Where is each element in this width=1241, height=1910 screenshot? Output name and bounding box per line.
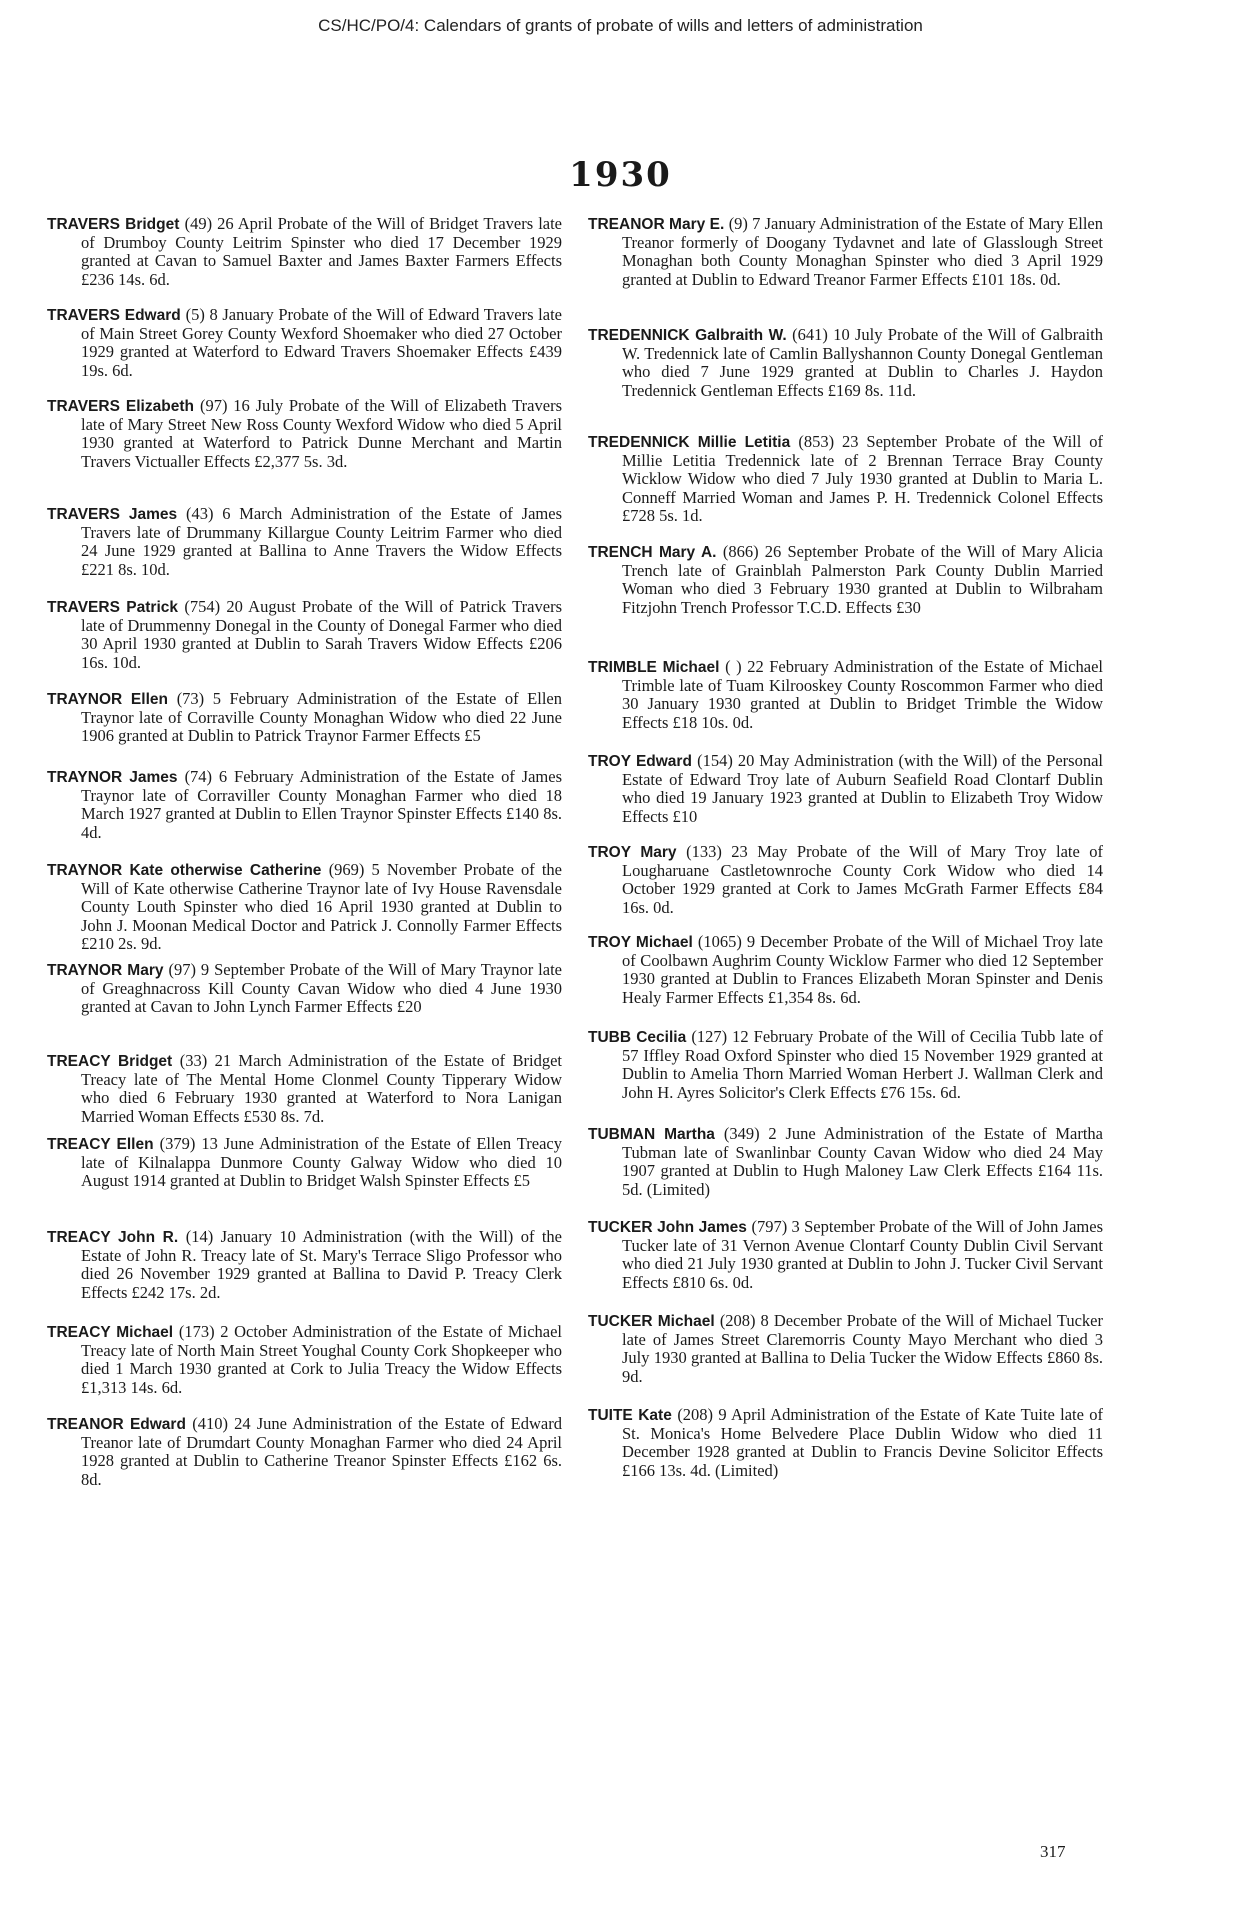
page-number: 317 <box>1040 1842 1066 1861</box>
entry-text: (133) 23 May Probate of the Will of Mary Troy late of Lougharuane Castletownroche County Cork Widow who died 14 October 1929 granted at Cork to James McGrath Farmer Effects £84 16s. 0d. <box>622 842 1103 917</box>
entry-name: TRENCH Mary A. <box>588 544 723 561</box>
entry-name: TROY Mary <box>588 844 687 861</box>
calendar-entry <box>588 326 1103 400</box>
entry-text: (969) 5 November Probate of the Will of Kate otherwise Catherine Traynor late of Ivy House Ravensdale County Louth Spinster who died 16 April 1930 granted at Dublin to John J. Moonan Medical Doctor and Patrick J. Connolly Farmer Effects £210 2s. 9d. <box>81 860 562 953</box>
entry-text: (43) 6 March Administration of the Estate of James Travers late of Drummany Killargue County Leitrim Farmer who died 24 June 1929 granted at Ballina to Anne Travers the Widow Effects £221 8s. 10d. <box>81 504 562 579</box>
entry-text: (97) 16 July Probate of the Will of Elizabeth Travers late of Mary Street New Ross County Wexford Widow who died 5 April 1930 granted at Waterford to Patrick Dunne Merchant and Martin Travers Victualler Effects £2,377 5s. 3d. <box>81 396 562 471</box>
entry-name: TRAVERS Edward <box>47 307 186 324</box>
entry-name: TREDENNICK Galbraith W. <box>588 327 793 344</box>
entry-name: TRAVERS Patrick <box>47 599 185 616</box>
calendar-entry <box>47 1228 562 1302</box>
entry-text: (208) 9 April Administration of the Estate of Kate Tuite late of St. Monica's Home Belvedere Place Dublin Widow who died 11 December 1928 granted at Dublin to Francis Devine Solicitor Effects £166 13s. 4d. (Limited) <box>622 1405 1103 1480</box>
calendar-entry <box>47 215 562 289</box>
entry-text: (14) January 10 Administration (with the Will) of the Estate of John R. Treacy late of St. Mary's Terrace Sligo Professor who died 26 November 1929 granted at Ballina to David P. Treacy Clerk Effects £242 17s. 2d. <box>81 1227 563 1302</box>
entry-text: (33) 21 March Administration of the Estate of Bridget Treacy late of The Mental Home Clonmel County Tipperary Widow who died 6 February 1930 granted at Waterford to Nora Lanigan Married Woman Effects £530 8s. 7d. <box>81 1051 562 1126</box>
calendar-entry <box>588 1312 1103 1386</box>
entry-name: TRAYNOR James <box>47 769 185 786</box>
calendar-entry <box>588 215 1103 289</box>
entry-name: TRAVERS James <box>47 506 187 523</box>
entry-text: (797) 3 September Probate of the Will of John James Tucker late of 31 Vernon Avenue Clontarf County Dublin Civil Servant who died 21 July 1930 granted at Dublin to John J. Tucker Civil Servant Effects £810 6s. 0d. <box>622 1217 1103 1292</box>
entry-name: TREACY Michael <box>47 1324 179 1341</box>
calendar-entry <box>47 690 562 746</box>
calendar-entry <box>47 1052 562 1126</box>
calendar-entry <box>588 843 1103 917</box>
calendar-entry <box>588 543 1103 617</box>
entry-text: (5) 8 January Probate of the Will of Edward Travers late of Main Street Gorey County Wexford Shoemaker who died 27 October 1929 granted at Waterford to Edward Travers Shoemaker Effects £439 19s. 6d. <box>81 305 562 380</box>
entry-text: (49) 26 April Probate of the Will of Bridget Travers late of Drumboy County Leitrim Spinster who died 17 December 1929 granted at Cavan to Samuel Baxter and James Baxter Farmers Effects £236 14s. 6d. <box>81 214 563 289</box>
entry-text: (173) 2 October Administration of the Estate of Michael Treacy late of North Main Street Youghal County Cork Shopkeeper who died 1 March 1930 granted at Cork to Julia Treacy the Widow Effects £1,313 14s. 6d. <box>81 1322 562 1397</box>
year-heading: 1930 <box>569 155 672 195</box>
calendar-entry <box>47 1323 562 1397</box>
entry-name: TUCKER John James <box>588 1219 752 1236</box>
calendar-entry <box>588 1218 1103 1292</box>
calendar-entry <box>588 1125 1103 1199</box>
document-header: CS/HC/PO/4: Calendars of grants of probate of wills and letters of administration <box>318 16 923 35</box>
entry-name: TREANOR Mary E. <box>588 216 729 233</box>
entry-name: TUCKER Michael <box>588 1313 720 1330</box>
entry-text: (208) 8 December Probate of the Will of Michael Tucker late of James Street Claremorris County Mayo Merchant who died 3 July 1930 granted at Ballina to Delia Tucker the Widow Effects £860 8s. 9d. <box>622 1311 1103 1386</box>
calendar-entry <box>47 961 562 1017</box>
calendar-entry <box>588 933 1103 1007</box>
entry-name: TROY Edward <box>588 753 698 770</box>
entry-text: (74) 6 February Administration of the Estate of James Traynor late of Corraviller County Monaghan Farmer who died 18 March 1927 granted at Dublin to Ellen Traynor Spinster Effects £140 8s. 4d. <box>81 767 563 842</box>
calendar-entry <box>588 752 1103 826</box>
entry-name: TROY Michael <box>588 934 698 951</box>
entry-text: (866) 26 September Probate of the Will of Mary Alicia Trench late of Grainblah Palmerston Park County Dublin Married Woman who died 3 February 1930 granted at Dublin to Wilbraham Fitzjohn Trench Professor T.C.D. Effects £30 <box>622 542 1103 617</box>
calendar-entry <box>588 658 1103 732</box>
entry-text: (154) 20 May Administration (with the Will) of the Personal Estate of Edward Troy late of Auburn Seafield Road Clontarf Dublin who died 19 January 1923 granted at Dublin to Elizabeth Troy Widow Effects £10 <box>622 751 1103 826</box>
entry-name: TUBMAN Martha <box>588 1126 724 1143</box>
entry-name: TRIMBLE Michael <box>588 659 726 676</box>
entry-text: (349) 2 June Administration of the Estate of Martha Tubman late of Swanlinbar County Cavan Widow who died 24 May 1907 granted at Dublin to Hugh Maloney Law Clerk Effects £164 11s. 5d. (Limited) <box>622 1124 1103 1199</box>
entry-name: TREACY John R. <box>47 1229 186 1246</box>
calendar-entry <box>47 397 562 471</box>
calendar-entry <box>47 768 562 842</box>
entry-text: (641) 10 July Probate of the Will of Galbraith W. Tredennick late of Camlin Ballyshannon County Donegal Gentleman who died 7 June 1929 granted at Dublin to Charles J. Haydon Tredennick Gentleman Effects £169 8s. 11d. <box>622 325 1103 400</box>
entry-text: (1065) 9 December Probate of the Will of Michael Troy late of Coolbawn Aughrim County Wicklow Farmer who died 12 September 1930 granted at Dublin to Frances Elizabeth Moran Spinster and Denis Healy Farmer Effects £1,354 8s. 6d. <box>622 932 1104 1007</box>
entry-text: ( ) 22 February Administration of the Estate of Michael Trimble late of Tuam Kilrooskey County Roscommon Farmer who died 30 January 1930 granted at Dublin to Bridget Trimble the Widow Effects £18 10s. 0d. <box>622 657 1103 732</box>
entry-name: TUITE Kate <box>588 1407 678 1424</box>
calendar-entry <box>47 1135 562 1191</box>
entry-text: (410) 24 June Administration of the Estate of Edward Treanor late of Drumdart County Monaghan Farmer who died 24 April 1928 granted at Dublin to Catherine Treanor Spinster Effects £162 6s. 8d. <box>81 1414 562 1489</box>
calendar-entry <box>588 1406 1103 1480</box>
entry-name: TUBB Cecilia <box>588 1029 692 1046</box>
entry-text: (127) 12 February Probate of the Will of Cecilia Tubb late of 57 Iffley Road Oxford Spinster who died 15 November 1929 granted at Dublin to Amelia Thorn Married Woman Herbert J. Wallman Clerk and John H. Ayres Solicitor's Clerk Effects £76 15s. 6d. <box>622 1027 1103 1102</box>
entry-name: TRAVERS Bridget <box>47 216 185 233</box>
calendar-entry <box>588 1028 1103 1102</box>
calendar-entry <box>47 505 562 579</box>
entry-name: TRAYNOR Ellen <box>47 691 177 708</box>
entry-text: (853) 23 September Probate of the Will of Millie Letitia Tredennick late of 2 Brennan Terrace Bray County Wicklow Widow who died 7 July 1930 granted at Dublin to Maria L. Conneff Married Woman and James P. H. Tredennick Colonel Effects £728 5s. 1d. <box>622 432 1103 525</box>
entry-text: (754) 20 August Probate of the Will of Patrick Travers late of Drummenny Donegal in the County of Donegal Farmer who died 30 April 1930 granted at Dublin to Sarah Travers Widow Effects £206 16s. 10d. <box>81 597 562 672</box>
entry-text: (379) 13 June Administration of the Estate of Ellen Treacy late of Kilnalappa Dunmore County Galway Widow who died 10 August 1914 granted at Dublin to Bridget Walsh Spinster Effects £5 <box>81 1134 562 1191</box>
calendar-entry <box>47 598 562 672</box>
calendar-entry <box>588 433 1103 525</box>
calendar-entry <box>47 1415 562 1489</box>
entry-name: TREACY Bridget <box>47 1053 180 1070</box>
entry-text: (73) 5 February Administration of the Estate of Ellen Traynor late of Corraville County Monaghan Widow who died 22 June 1906 granted at Dublin to Patrick Traynor Farmer Effects £5 <box>81 689 562 746</box>
entry-name: TREANOR Edward <box>47 1416 193 1433</box>
entry-text: (9) 7 January Administration of the Estate of Mary Ellen Treanor formerly of Dooganу Tydavnet and late of Glasslough Street Monaghan both County Monaghan Spinster who died 3 April 1929 granted at Dublin to Edward Treanor Farmer Effects £101 18s. 0d. <box>622 214 1104 289</box>
entry-text: (97) 9 September Probate of the Will of Mary Traynor late of Greaghnacross Kill County Cavan Widow who died 4 June 1930 granted at Cavan to John Lynch Farmer Effects £20 <box>81 960 562 1017</box>
calendar-entry <box>47 861 562 953</box>
calendar-entry <box>47 306 562 380</box>
entry-name: TREACY Ellen <box>47 1136 160 1153</box>
entry-name: TREDENNICK Millie Letitia <box>588 434 799 451</box>
entry-name: TRAVERS Elizabeth <box>47 398 200 415</box>
entry-name: TRAYNOR Mary <box>47 962 169 979</box>
entry-name: TRAYNOR Kate otherwise Catherine <box>47 862 329 879</box>
